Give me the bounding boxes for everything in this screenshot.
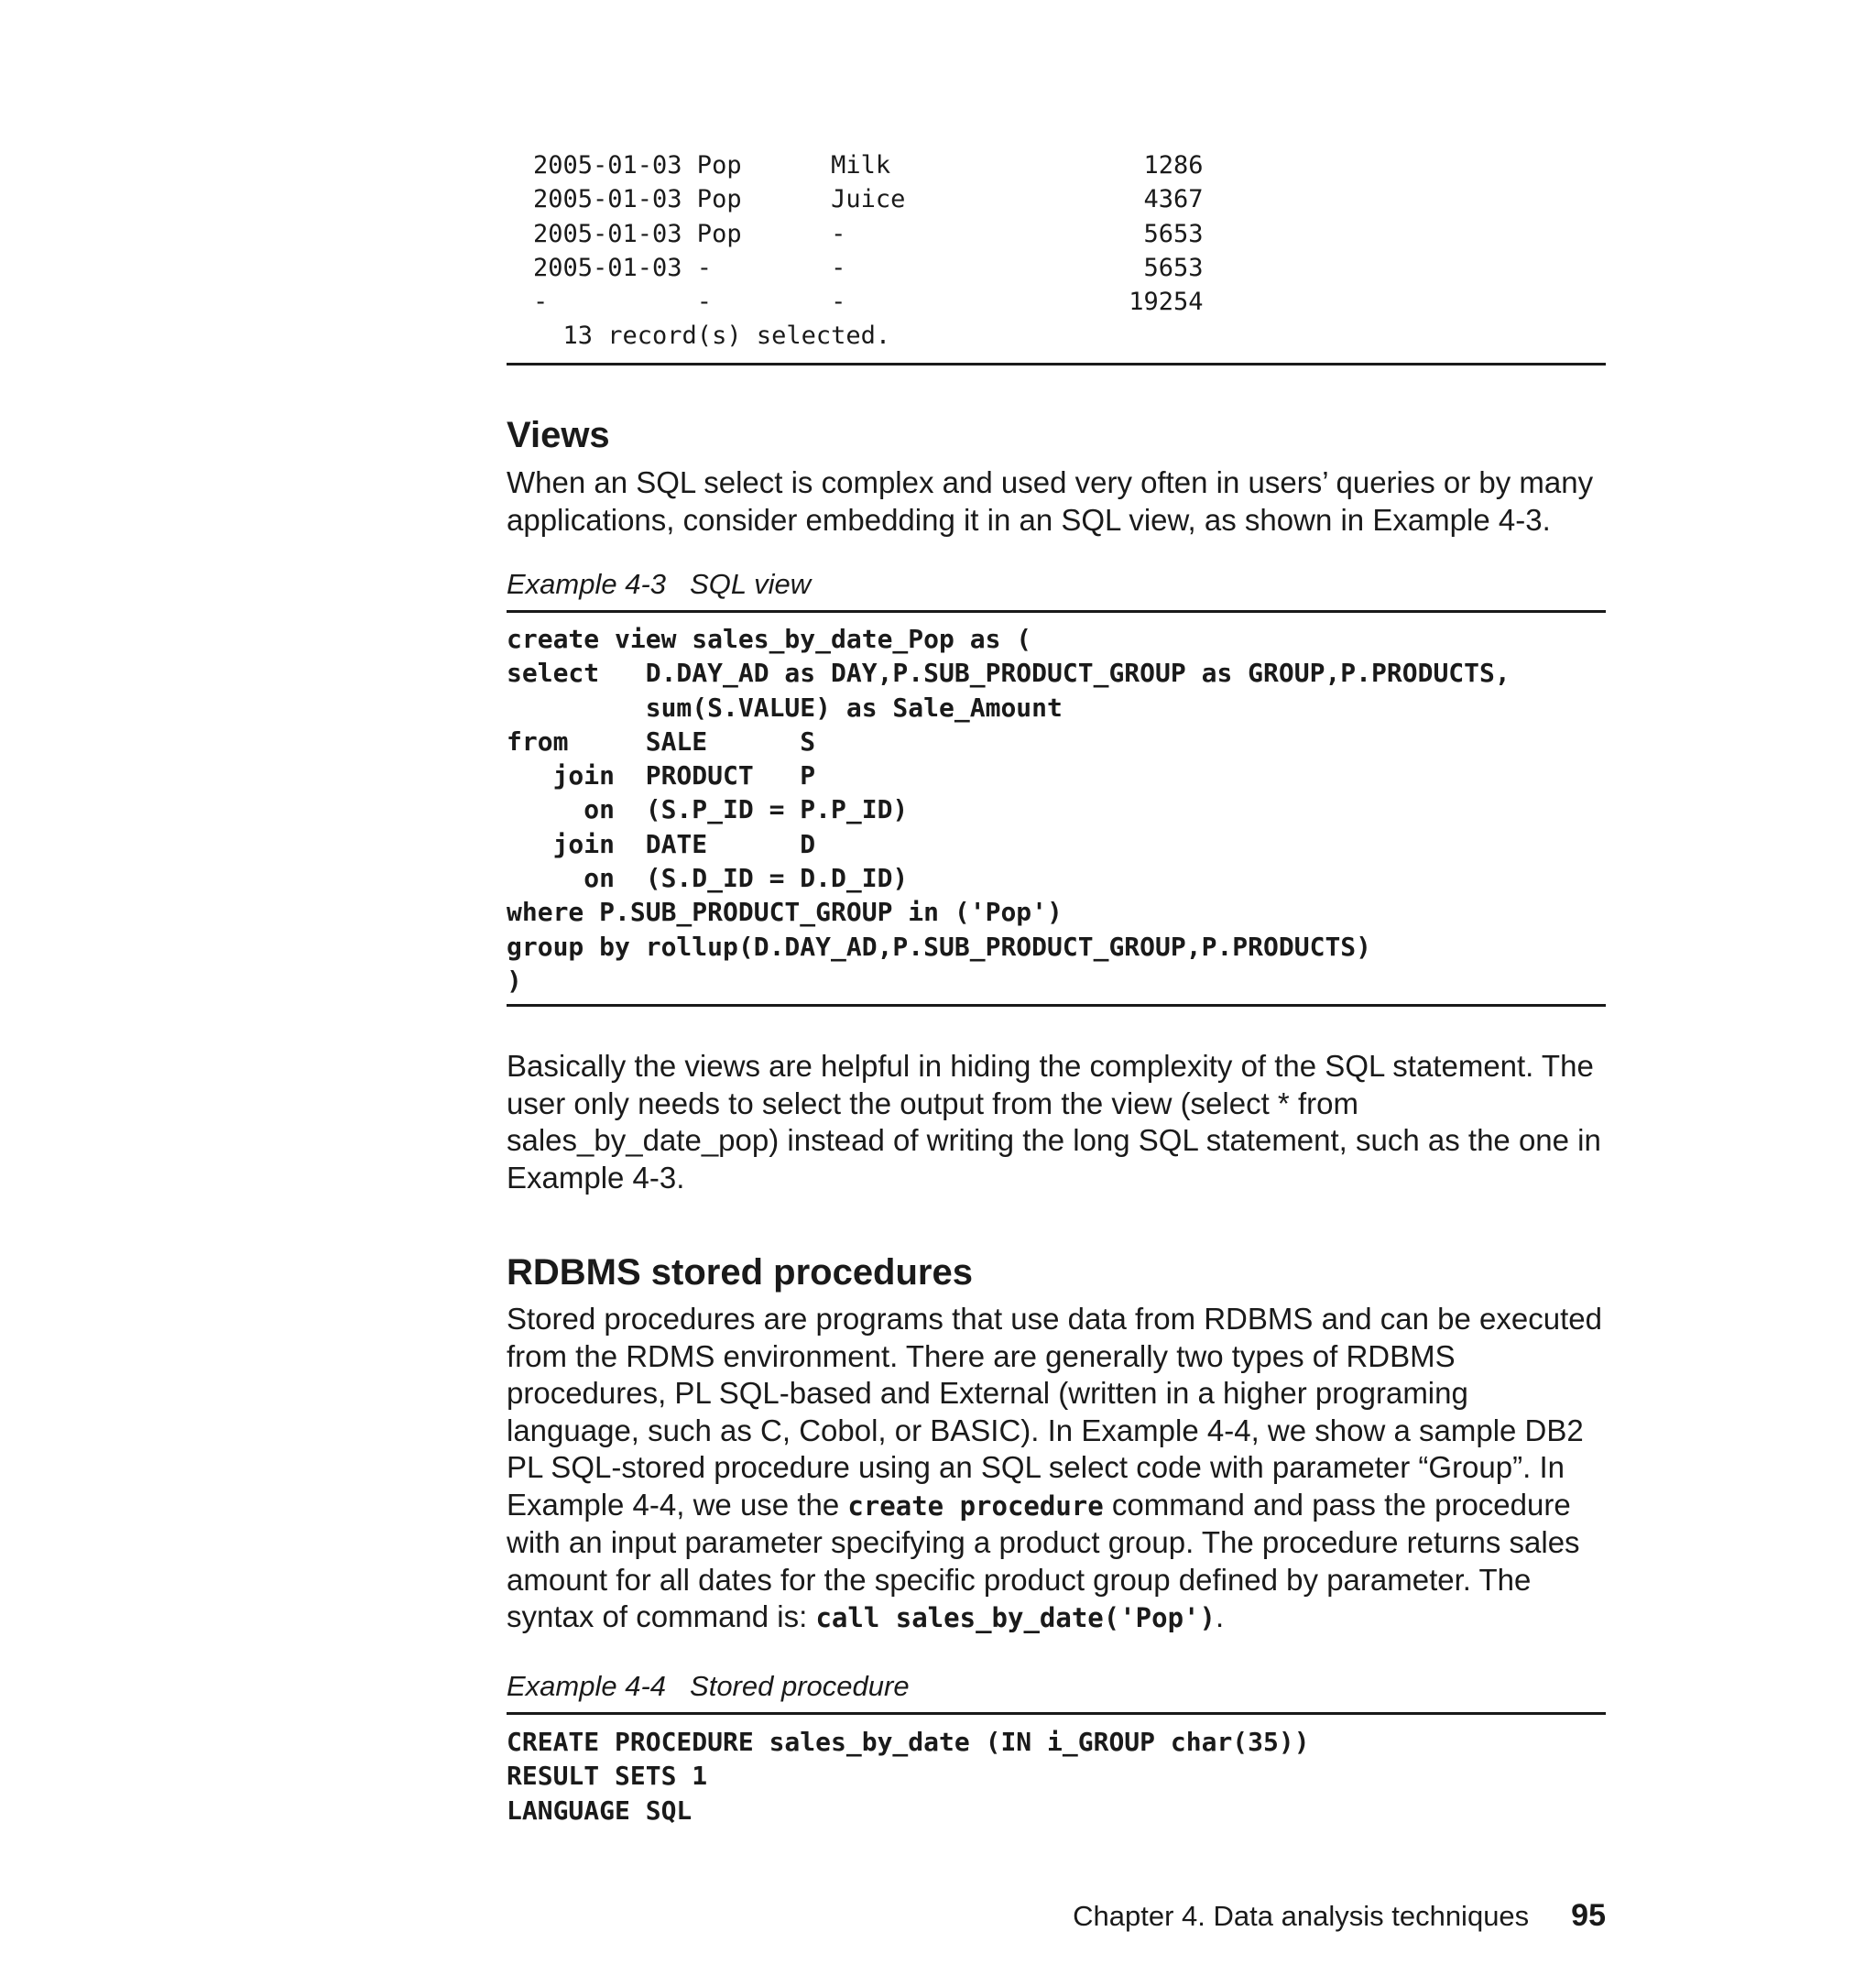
example-4-3-top-rule xyxy=(507,610,1606,613)
code-line: join DATE D xyxy=(507,828,816,859)
example-label: Example 4-3 xyxy=(507,568,667,600)
example-title: SQL view xyxy=(690,568,812,600)
example-label: Example 4-4 xyxy=(507,1670,667,1702)
output-line: - - - 19254 xyxy=(533,288,1204,317)
code-line: on (S.P_ID = P.P_ID) xyxy=(507,794,909,825)
footer-chapter-title: Chapter 4. Data analysis techniques xyxy=(1073,1900,1530,1932)
inline-command-call: call sales_by_date('Pop') xyxy=(815,1602,1216,1633)
example-title: Stored procedure xyxy=(690,1670,910,1702)
query-output xyxy=(533,148,1204,354)
code-line: LANGUAGE SQL xyxy=(507,1795,693,1826)
output-line: 2005-01-03 Pop - 5653 xyxy=(533,219,1204,248)
code-line: where P.SUB_PRODUCT_GROUP in ('Pop') xyxy=(507,897,1063,928)
example-4-4-top-rule xyxy=(507,1712,1606,1715)
views-explanation-paragraph: Basically the views are helpful in hiding the complexity of the SQL statement. The user only needs to select the output from the view (select * from sales_by_date_pop) instead of writing the long SQL statement, such as the one in Example 4-3. xyxy=(507,1049,1601,1195)
paragraph-text: . xyxy=(1215,1599,1225,1633)
output-line: 2005-01-03 Pop Juice 4367 xyxy=(533,185,1204,214)
code-line: ) xyxy=(507,965,522,996)
code-line: from SALE S xyxy=(507,726,816,757)
example-4-3-caption xyxy=(507,568,1606,601)
paragraph-text: command and pass the procedure with an input parameter specifying a product group. The procedure returns sales amount for all dates for the specific product group defined by parameter. The syntax of command is: xyxy=(507,1487,1580,1633)
example-4-4-caption xyxy=(507,1670,1606,1703)
code-line: on (S.D_ID = D.D_ID) xyxy=(507,863,909,894)
stored-procedures-paragraph xyxy=(507,1301,1606,1637)
code-line: group by rollup(D.DAY_AD,P.SUB_PRODUCT_GROUP,P.PRODUCTS) xyxy=(507,931,1372,962)
stored-procedures-heading: RDBMS stored procedures xyxy=(507,1252,973,1293)
code-line: select D.DAY_AD as DAY,P.SUB_PRODUCT_GROUP as GROUP,P.PRODUCTS, xyxy=(507,658,1511,689)
inline-command-create-procedure: create procedure xyxy=(847,1490,1104,1522)
views-intro-paragraph: When an SQL select is complex and used very often in users’ queries or by many applications, consider embedding it in an SQL view, as shown in Example 4-3. xyxy=(507,465,1594,537)
example-4-3-bottom-rule xyxy=(507,1004,1606,1007)
output-summary-line: 13 record(s) selected. xyxy=(533,322,891,351)
output-end-rule xyxy=(507,363,1606,366)
code-line: create view sales_by_date_Pop as ( xyxy=(507,624,1032,654)
output-line: 2005-01-03 Pop Milk 1286 xyxy=(533,151,1204,180)
views-heading: Views xyxy=(507,415,610,455)
paragraph-text: Stored procedures are programs that use data from RDBMS and can be executed from the RDMS environment. There are generally two types of RDBMS procedures, PL SQL-based and External (written in a higher programing language, such as C, Cobol, or BASIC). In Example 4-4, we show a sample DB2 PL SQL-stored procedure using an SQL select code with parameter “Group”. In Example 4-4, we use the xyxy=(507,1302,1602,1522)
code-line: join PRODUCT P xyxy=(507,760,816,791)
sql-view-code-block xyxy=(507,622,1606,998)
page-footer xyxy=(1073,1898,1606,1934)
stored-procedure-code-block xyxy=(507,1725,1606,1828)
code-line: CREATE PROCEDURE sales_by_date (IN i_GROUP char(35)) xyxy=(507,1727,1310,1757)
code-line: sum(S.VALUE) as Sale_Amount xyxy=(507,692,1063,723)
page-number: 95 xyxy=(1571,1898,1606,1933)
output-line: 2005-01-03 - - 5653 xyxy=(533,253,1204,282)
code-line: RESULT SETS 1 xyxy=(507,1761,708,1792)
